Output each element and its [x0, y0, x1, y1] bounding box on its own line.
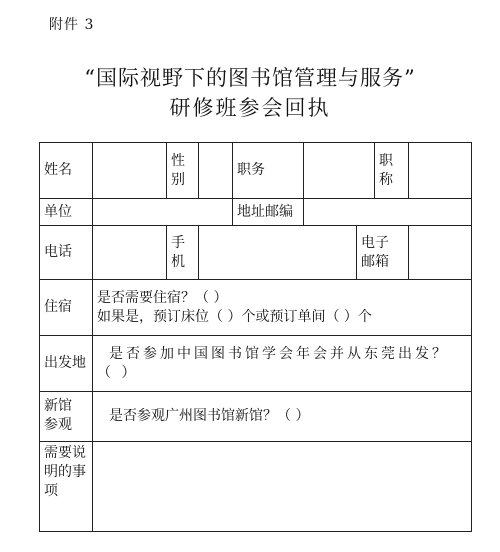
lodging-booking-question: 如果是，预订床位（ ）个或预订单间（ ）个 [97, 308, 372, 325]
gender-label: 性 别 [167, 143, 199, 199]
departure-content[interactable] [93, 336, 472, 391]
mobile-field[interactable] [199, 226, 357, 280]
form-row-unit [40, 199, 472, 226]
notes-label: 需要说 明的事 项 [40, 441, 93, 531]
document-subtitle: 研修班参会回执 [169, 96, 331, 120]
mobile-label: 手 机 [167, 226, 199, 280]
departure-answer-blank: （ ） [97, 364, 139, 381]
form-row-notes [40, 441, 472, 531]
departure-question: 是否参加中国图书馆学会年会并从东莞出发？ [109, 345, 449, 362]
lodging-label: 住宿 [40, 280, 93, 336]
address-zip-field[interactable] [304, 199, 472, 226]
new-library-content[interactable] [93, 391, 472, 441]
lodging-question: 是否需要住宿？（ ） [97, 290, 228, 306]
new-library-question: 是否参观广州图书馆新馆？（ ） [109, 407, 310, 424]
email-field[interactable] [409, 226, 472, 280]
form-row-phone [40, 226, 472, 280]
document-title: “国际视野下的图书馆管理与服务” [84, 66, 416, 90]
lodging-content[interactable] [93, 280, 472, 336]
form-row-new-library [40, 391, 472, 441]
gender-field[interactable] [199, 143, 233, 199]
form-row-departure [40, 336, 472, 391]
form-row-lodging [40, 280, 472, 336]
departure-label: 出发地 [40, 336, 93, 391]
position-field[interactable] [304, 143, 375, 199]
phone-label: 电话 [40, 226, 93, 280]
title-label: 职 称 [375, 143, 409, 199]
notes-field[interactable] [93, 441, 472, 531]
name-label: 姓名 [40, 143, 93, 199]
name-field[interactable] [93, 143, 167, 199]
unit-label: 单位 [40, 199, 93, 226]
title-field[interactable] [409, 143, 472, 199]
attachment-label: 附件 3 [49, 17, 95, 33]
email-label: 电子 邮箱 [357, 226, 409, 280]
unit-field[interactable] [93, 199, 233, 226]
form-row-name [40, 143, 472, 199]
position-label: 职务 [233, 143, 304, 199]
registration-form-table [39, 142, 472, 532]
phone-field[interactable] [93, 226, 167, 280]
address-zip-label: 地址邮编 [233, 199, 304, 226]
new-library-label: 新馆 参观 [40, 391, 93, 441]
